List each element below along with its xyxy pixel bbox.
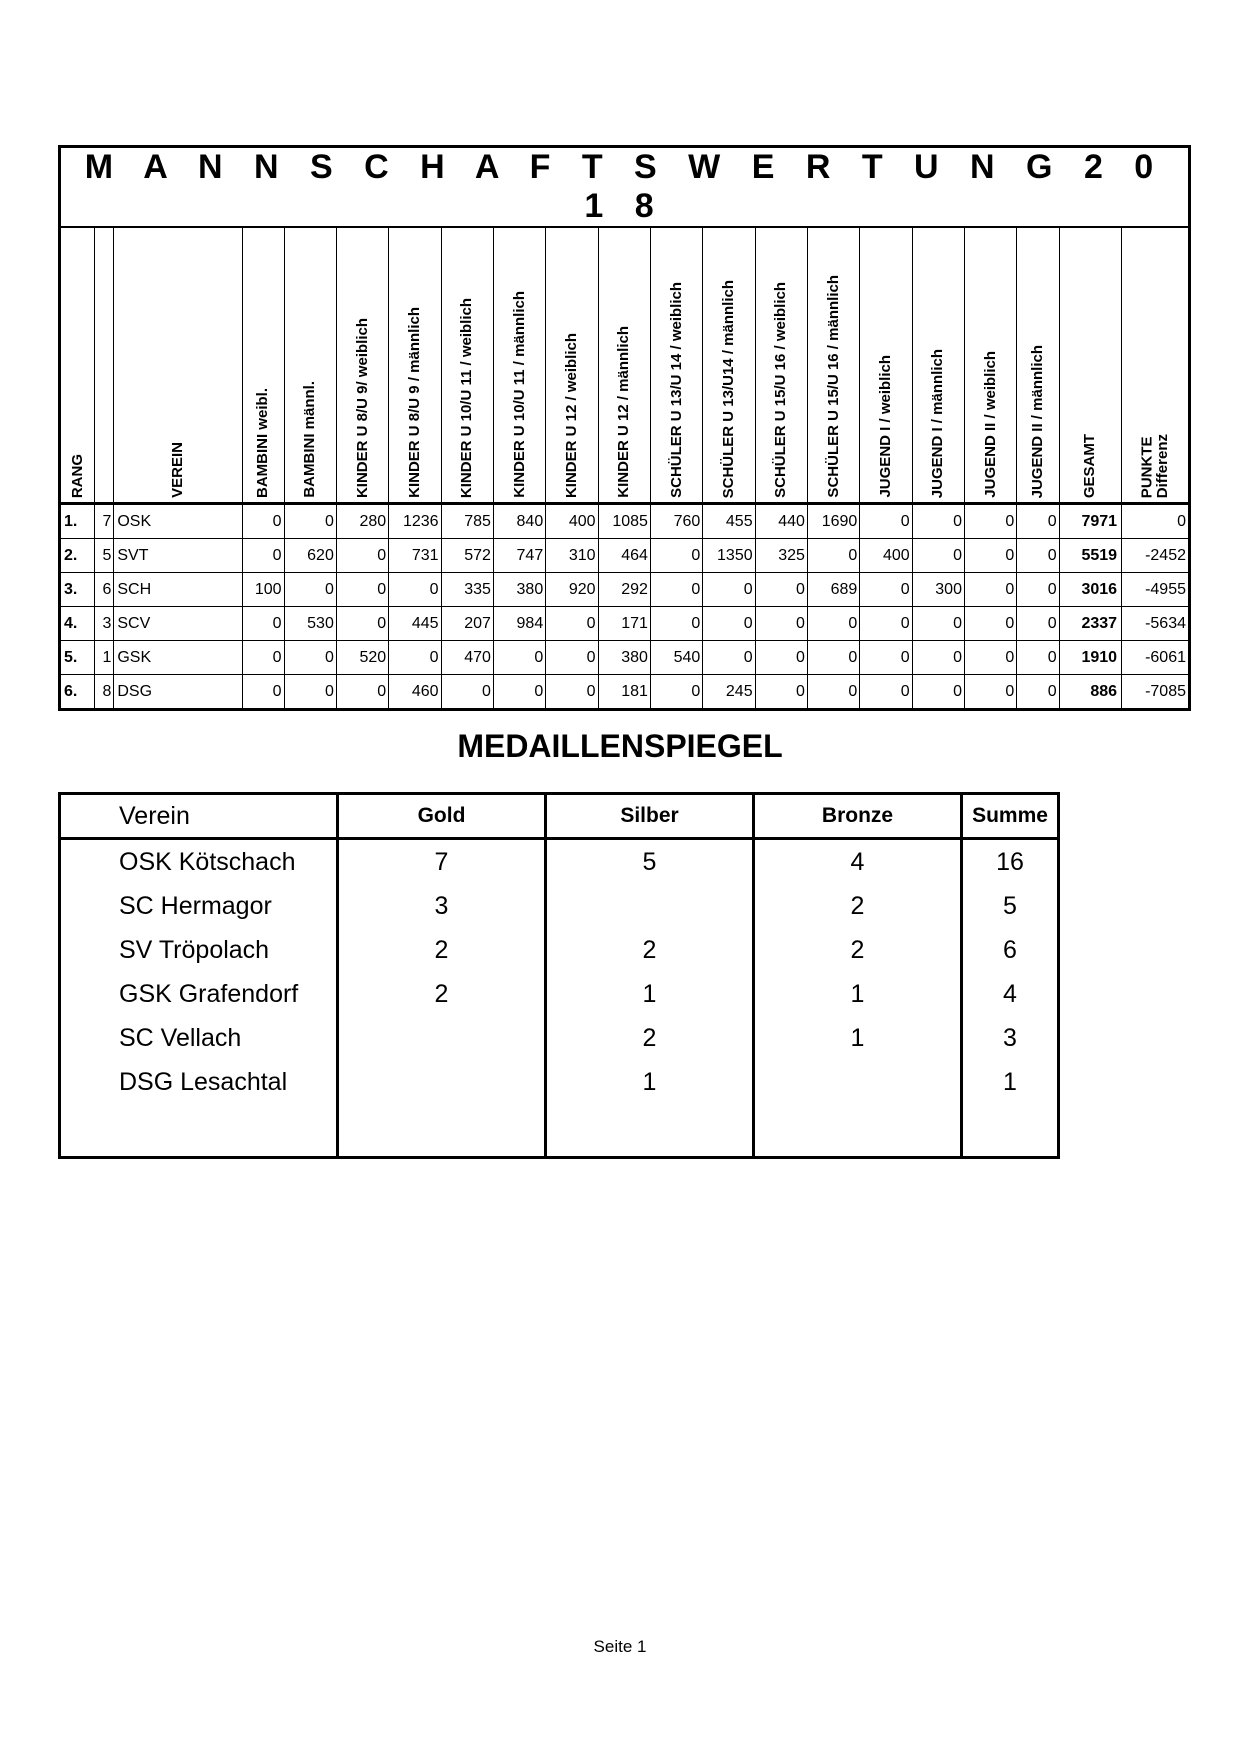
header-nr xyxy=(95,227,114,504)
score-cell: 0 xyxy=(964,675,1016,710)
score-cell: 620 xyxy=(284,539,336,573)
medal-gold-cell: 2 xyxy=(338,928,546,972)
table-row xyxy=(60,573,1190,607)
difference-cell: -7085 xyxy=(1122,675,1190,710)
empty-cell xyxy=(546,1104,754,1158)
header-category: KINDER U 10/U 11 / weiblich xyxy=(441,227,493,504)
score-cell: 380 xyxy=(598,641,650,675)
score-cell: 0 xyxy=(912,641,964,675)
score-cell: 0 xyxy=(860,504,912,539)
score-cell: 280 xyxy=(336,504,388,539)
score-cell: 0 xyxy=(1017,539,1059,573)
team-table-title: M A N N S C H A F T S W E R T U N G 2 0 1 8 xyxy=(60,147,1190,228)
score-cell: 0 xyxy=(243,641,284,675)
score-cell: 0 xyxy=(336,539,388,573)
total-cell: 5519 xyxy=(1059,539,1121,573)
score-cell: 0 xyxy=(703,573,755,607)
medal-silber-cell xyxy=(546,884,754,928)
difference-cell: 0 xyxy=(1122,504,1190,539)
score-cell: 840 xyxy=(493,504,545,539)
score-cell: 0 xyxy=(1017,675,1059,710)
list-item xyxy=(60,928,1059,972)
team-header-row xyxy=(60,227,1190,504)
score-cell: 0 xyxy=(546,607,598,641)
list-item xyxy=(60,839,1059,885)
medal-header-summe: Summe xyxy=(962,794,1059,839)
score-cell: 0 xyxy=(389,641,441,675)
rank-cell: 3. xyxy=(60,573,95,607)
medal-verein-cell: GSK Grafendorf xyxy=(60,972,338,1016)
score-cell: 1350 xyxy=(703,539,755,573)
score-cell: 0 xyxy=(441,675,493,710)
header-category: BAMBINI weibl. xyxy=(243,227,284,504)
score-cell: 325 xyxy=(755,539,807,573)
difference-cell: -4955 xyxy=(1122,573,1190,607)
score-cell: 0 xyxy=(1017,607,1059,641)
medal-header-row xyxy=(60,794,1059,839)
header-category: SCHÜLER U 13/U 14 / weiblich xyxy=(650,227,702,504)
score-cell: 0 xyxy=(964,539,1016,573)
score-cell: 747 xyxy=(493,539,545,573)
header-category: KINDER U 8/U 9/ weiblich xyxy=(336,227,388,504)
score-cell: 310 xyxy=(546,539,598,573)
score-cell: 0 xyxy=(284,675,336,710)
score-cell: 0 xyxy=(860,675,912,710)
medal-verein-cell: SC Hermagor xyxy=(60,884,338,928)
score-cell: 0 xyxy=(860,641,912,675)
score-cell: 0 xyxy=(650,607,702,641)
table-row xyxy=(60,504,1190,539)
medal-header-silber: Silber xyxy=(546,794,754,839)
club-cell: GSK xyxy=(114,641,243,675)
score-cell: 335 xyxy=(441,573,493,607)
medal-bronze-cell: 1 xyxy=(754,972,962,1016)
score-cell: 0 xyxy=(807,641,859,675)
score-cell: 0 xyxy=(912,504,964,539)
rank-cell: 4. xyxy=(60,607,95,641)
club-cell: SCH xyxy=(114,573,243,607)
medal-silber-cell: 1 xyxy=(546,972,754,1016)
list-item xyxy=(60,972,1059,1016)
score-cell: 0 xyxy=(964,641,1016,675)
list-item xyxy=(60,1060,1059,1104)
medal-silber-cell: 2 xyxy=(546,928,754,972)
medal-header-verein: Verein xyxy=(60,794,338,839)
club-cell: OSK xyxy=(114,504,243,539)
score-cell: 0 xyxy=(284,504,336,539)
empty-cell xyxy=(60,1104,338,1158)
header-category: JUGEND II / weiblich xyxy=(964,227,1016,504)
score-cell: 0 xyxy=(650,573,702,607)
score-cell: 0 xyxy=(243,607,284,641)
score-cell: 171 xyxy=(598,607,650,641)
score-cell: 0 xyxy=(243,675,284,710)
score-cell: 0 xyxy=(493,641,545,675)
score-cell: 0 xyxy=(1017,504,1059,539)
score-cell: 689 xyxy=(807,573,859,607)
club-number-cell: 5 xyxy=(95,539,114,573)
total-cell: 3016 xyxy=(1059,573,1121,607)
score-cell: 0 xyxy=(964,504,1016,539)
list-item xyxy=(60,1016,1059,1060)
table-row xyxy=(60,641,1190,675)
score-cell: 0 xyxy=(860,607,912,641)
difference-cell: -5634 xyxy=(1122,607,1190,641)
club-cell: SCV xyxy=(114,607,243,641)
difference-cell: -6061 xyxy=(1122,641,1190,675)
score-cell: 100 xyxy=(243,573,284,607)
medal-summe-cell: 4 xyxy=(1003,979,1017,1008)
score-cell: 464 xyxy=(598,539,650,573)
medal-silber-cell: 5 xyxy=(546,839,754,885)
score-cell: 0 xyxy=(546,675,598,710)
header-category: BAMBINI männl. xyxy=(284,227,336,504)
medal-summe-cell: 1 xyxy=(1003,1067,1017,1096)
score-cell: 920 xyxy=(546,573,598,607)
medal-summe-cell: 3 xyxy=(1003,1023,1017,1052)
score-cell: 731 xyxy=(389,539,441,573)
medal-filler-row xyxy=(60,1104,1059,1158)
score-cell: 0 xyxy=(807,675,859,710)
medal-bronze-cell: 4 xyxy=(754,839,962,885)
header-category: SCHÜLER U 13/U14 / männlich xyxy=(703,227,755,504)
header-category: KINDER U 12 / weiblich xyxy=(546,227,598,504)
medal-bronze-cell: 1 xyxy=(754,1016,962,1060)
score-cell: 0 xyxy=(546,641,598,675)
score-cell: 400 xyxy=(860,539,912,573)
header-category: JUGEND I / weiblich xyxy=(860,227,912,504)
score-cell: 0 xyxy=(964,573,1016,607)
score-cell: 0 xyxy=(755,607,807,641)
table-row xyxy=(60,675,1190,710)
difference-cell: -2452 xyxy=(1122,539,1190,573)
score-cell: 0 xyxy=(912,539,964,573)
table-row xyxy=(60,607,1190,641)
medal-header-bronze: Bronze xyxy=(754,794,962,839)
score-cell: 455 xyxy=(703,504,755,539)
score-cell: 0 xyxy=(964,607,1016,641)
medal-gold-cell xyxy=(338,1060,546,1104)
header-category: KINDER U 12 / männlich xyxy=(598,227,650,504)
empty-cell xyxy=(338,1104,546,1158)
header-category: KINDER U 8/U 9 / männlich xyxy=(389,227,441,504)
score-cell: 0 xyxy=(912,675,964,710)
medal-verein-cell: SC Vellach xyxy=(60,1016,338,1060)
score-cell: 245 xyxy=(703,675,755,710)
score-cell: 0 xyxy=(807,607,859,641)
score-cell: 0 xyxy=(243,504,284,539)
medal-summe-cell: 6 xyxy=(1003,935,1017,964)
club-number-cell: 7 xyxy=(95,504,114,539)
score-cell: 0 xyxy=(912,607,964,641)
score-cell: 0 xyxy=(755,573,807,607)
team-standings-table xyxy=(58,145,1191,711)
rank-cell: 5. xyxy=(60,641,95,675)
score-cell: 0 xyxy=(755,641,807,675)
header-verein: VEREIN xyxy=(114,227,243,504)
list-item xyxy=(60,884,1059,928)
score-cell: 400 xyxy=(546,504,598,539)
total-cell: 1910 xyxy=(1059,641,1121,675)
score-cell: 0 xyxy=(389,573,441,607)
score-cell: 0 xyxy=(284,573,336,607)
total-cell: 7971 xyxy=(1059,504,1121,539)
medal-verein-cell: OSK Kötschach xyxy=(60,839,338,885)
header-category: KINDER U 10/U 11 / männlich xyxy=(493,227,545,504)
medal-verein-cell: SV Tröpolach xyxy=(60,928,338,972)
rank-cell: 2. xyxy=(60,539,95,573)
medal-gold-cell: 3 xyxy=(338,884,546,928)
score-cell: 1690 xyxy=(807,504,859,539)
score-cell: 520 xyxy=(336,641,388,675)
score-cell: 440 xyxy=(755,504,807,539)
score-cell: 0 xyxy=(860,573,912,607)
header-punkte-differenz: PUNKTE Differenz xyxy=(1122,227,1190,504)
score-cell: 0 xyxy=(284,641,336,675)
medal-gold-cell xyxy=(338,1016,546,1060)
header-category: SCHÜLER U 15/U 16 / männlich xyxy=(807,227,859,504)
medal-bronze-cell xyxy=(754,1060,962,1104)
score-cell: 540 xyxy=(650,641,702,675)
rank-cell: 1. xyxy=(60,504,95,539)
club-number-cell: 8 xyxy=(95,675,114,710)
total-cell: 2337 xyxy=(1059,607,1121,641)
score-cell: 0 xyxy=(650,539,702,573)
club-number-cell: 1 xyxy=(95,641,114,675)
empty-cell xyxy=(754,1104,962,1158)
score-cell: 0 xyxy=(703,641,755,675)
score-cell: 0 xyxy=(336,607,388,641)
score-cell: 0 xyxy=(1017,573,1059,607)
club-number-cell: 6 xyxy=(95,573,114,607)
score-cell: 0 xyxy=(1017,641,1059,675)
medal-silber-cell: 1 xyxy=(546,1060,754,1104)
medal-bronze-cell: 2 xyxy=(754,928,962,972)
club-cell: DSG xyxy=(114,675,243,710)
score-cell: 984 xyxy=(493,607,545,641)
score-cell: 460 xyxy=(389,675,441,710)
header-category: JUGEND II / männlich xyxy=(1017,227,1059,504)
header-rang: RANG xyxy=(60,227,95,504)
medal-summe-cell: 16 xyxy=(996,847,1024,876)
medal-summe-cell: 5 xyxy=(1003,891,1017,920)
header-gesamt: GESAMT xyxy=(1059,227,1121,504)
score-cell: 572 xyxy=(441,539,493,573)
score-cell: 530 xyxy=(284,607,336,641)
score-cell: 207 xyxy=(441,607,493,641)
medal-table xyxy=(58,792,1060,1159)
page-footer: Seite 1 xyxy=(593,1637,647,1656)
score-cell: 0 xyxy=(807,539,859,573)
medal-header-gold: Gold xyxy=(338,794,546,839)
score-cell: 0 xyxy=(755,675,807,710)
score-cell: 0 xyxy=(703,607,755,641)
header-category: JUGEND I / männlich xyxy=(912,227,964,504)
medal-gold-cell: 2 xyxy=(338,972,546,1016)
club-cell: SVT xyxy=(114,539,243,573)
score-cell: 0 xyxy=(243,539,284,573)
empty-cell xyxy=(962,1104,1059,1158)
score-cell: 470 xyxy=(441,641,493,675)
medal-silber-cell: 2 xyxy=(546,1016,754,1060)
score-cell: 292 xyxy=(598,573,650,607)
table-row xyxy=(60,539,1190,573)
medal-table-title: MEDAILLENSPIEGEL xyxy=(457,728,783,764)
total-cell: 886 xyxy=(1059,675,1121,710)
score-cell: 445 xyxy=(389,607,441,641)
score-cell: 380 xyxy=(493,573,545,607)
medal-bronze-cell: 2 xyxy=(754,884,962,928)
score-cell: 0 xyxy=(650,675,702,710)
rank-cell: 6. xyxy=(60,675,95,710)
header-category: SCHÜLER U 15/U 16 / weiblich xyxy=(755,227,807,504)
score-cell: 785 xyxy=(441,504,493,539)
score-cell: 760 xyxy=(650,504,702,539)
score-cell: 1085 xyxy=(598,504,650,539)
score-cell: 181 xyxy=(598,675,650,710)
score-cell: 0 xyxy=(493,675,545,710)
medal-verein-cell: DSG Lesachtal xyxy=(60,1060,338,1104)
medal-gold-cell: 7 xyxy=(338,839,546,885)
score-cell: 1236 xyxy=(389,504,441,539)
club-number-cell: 3 xyxy=(95,607,114,641)
score-cell: 0 xyxy=(336,573,388,607)
score-cell: 300 xyxy=(912,573,964,607)
score-cell: 0 xyxy=(336,675,388,710)
